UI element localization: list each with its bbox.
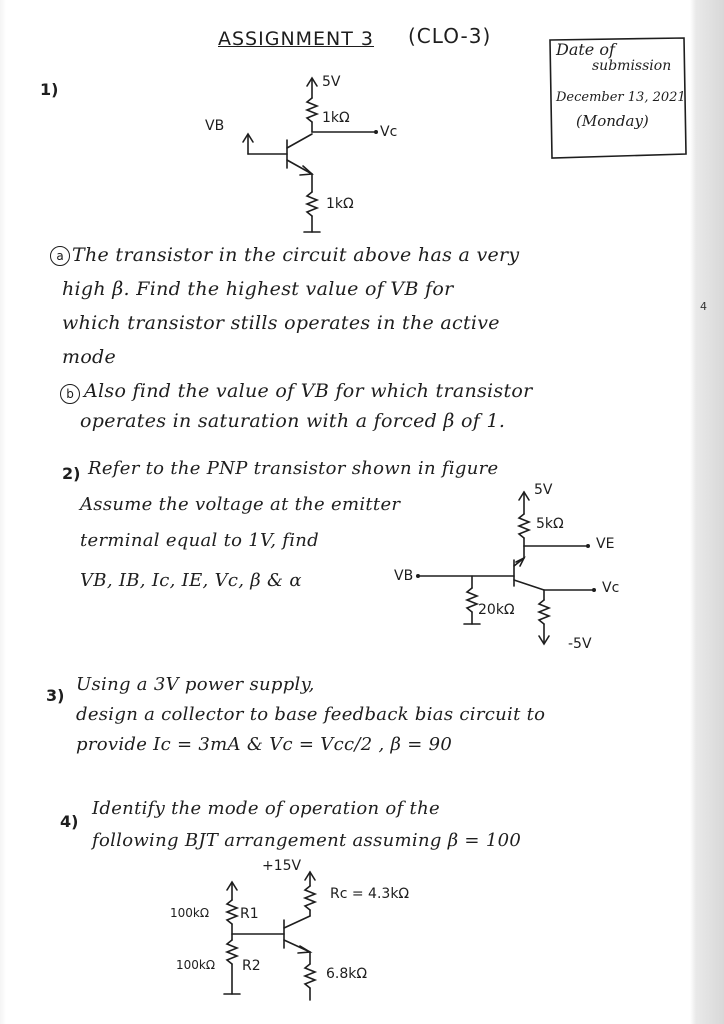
q2-supply: 5V — [534, 482, 553, 498]
q2-line-2: Assume the voltage at the emitter — [80, 494, 401, 515]
q1-vb: VB — [205, 118, 225, 134]
q1-rc: 1kΩ — [322, 110, 350, 126]
q2-line-1: Refer to the PNP transistor shown in figure — [88, 458, 499, 479]
q1-supply: 5V — [322, 74, 341, 90]
submission-label-2: submission — [592, 58, 672, 74]
q2-vc: Vc — [602, 580, 620, 596]
q2-ve: VE — [596, 536, 615, 552]
q2-re: 5kΩ — [536, 516, 564, 532]
q1-a-line-2: high β. Find the highest value of VB for — [62, 278, 454, 300]
q3-number: 3) — [46, 686, 65, 705]
q2-rb: 20kΩ — [478, 602, 515, 618]
q4-r2-name: R2 — [242, 958, 261, 974]
q1-b-line-2: operates in saturation with a forced β of 1. — [80, 410, 506, 432]
submission-date: December 13, 2021 — [556, 90, 686, 105]
q3-line-1: Using a 3V power supply, — [76, 674, 315, 695]
q1-a-line-1: The transistor in the circuit above has a very — [72, 244, 520, 266]
assignment-title: ASSIGNMENT 3 — [218, 28, 375, 50]
q4-line-2: following BJT arrangement assuming β = 100 — [92, 830, 522, 851]
q4-number: 4) — [60, 812, 79, 831]
q1-re: 1kΩ — [326, 196, 354, 212]
q4-line-1: Identify the mode of operation of the — [92, 798, 440, 819]
q1-b-line-1: Also find the value of VB for which transistor — [84, 380, 533, 402]
margin-mark: 4 — [700, 300, 707, 313]
q4-rc: Rc = 4.3kΩ — [330, 886, 410, 902]
q1-a-line-4: mode — [62, 346, 117, 368]
submission-label-1: Date of — [556, 40, 615, 59]
q4-r1: 100kΩ — [170, 906, 210, 920]
q1-part-a-marker: a — [50, 246, 70, 266]
q1-part-b-marker: b — [60, 384, 80, 404]
q4-supply: +15V — [262, 858, 302, 874]
clo-label: (CLO-3) — [408, 24, 492, 48]
q4-re: 6.8kΩ — [326, 966, 368, 982]
q1-vc: Vc — [380, 124, 398, 140]
q2-vb: VB — [394, 568, 414, 584]
submission-day: (Monday) — [576, 112, 649, 130]
q4-r2: 100kΩ — [176, 958, 216, 972]
q2-neg: -5V — [568, 636, 592, 652]
q1-a-line-3: which transistor stills operates in the active — [62, 312, 500, 334]
q3-line-2: design a collector to base feedback bias circuit to — [76, 704, 546, 725]
q3-line-3: provide Ic = 3mA & Vc = Vcc/2 , β = 90 — [76, 734, 453, 755]
q4-r1-name: R1 — [240, 906, 259, 922]
q2-number: 2) — [62, 464, 81, 483]
q2-line-3: terminal equal to 1V, find — [80, 530, 319, 551]
q2-line-4: VB, IB, Ic, IE, Vc, β & α — [80, 570, 302, 591]
q1-number: 1) — [40, 80, 59, 99]
